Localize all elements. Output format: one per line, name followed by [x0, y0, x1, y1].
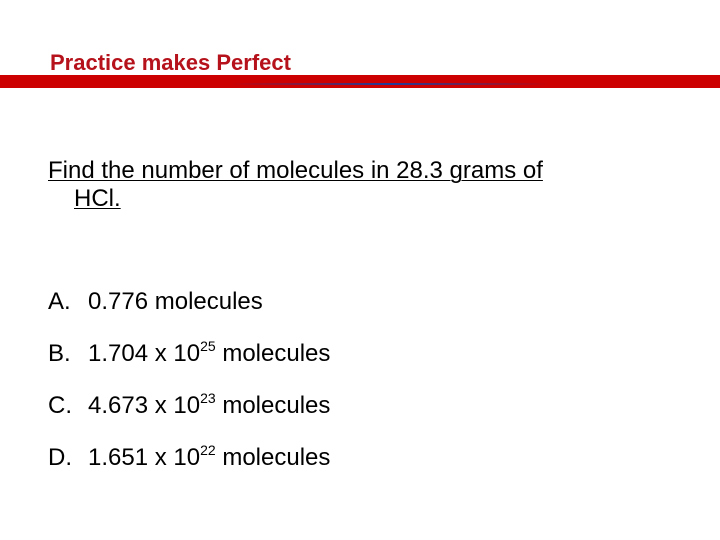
choice-text: 4.673 x 10	[88, 392, 201, 419]
choice-unit: molecules	[215, 340, 331, 367]
choice-unit: molecules	[215, 392, 331, 419]
choice-b	[48, 340, 330, 392]
divider-blue-line	[230, 83, 550, 85]
slide-title: Practice makes Perfect	[50, 50, 291, 75]
divider-red-bar	[0, 75, 720, 88]
title-divider	[0, 75, 720, 88]
choice-letter: D.	[48, 444, 72, 471]
question-text	[48, 157, 648, 213]
choice-text: 0.776 molecules	[88, 288, 263, 315]
choice-unit: molecules	[215, 444, 331, 471]
question-line-1: Find the number of molecules in 28.3 grams of	[48, 157, 543, 184]
choice-letter: B.	[48, 340, 71, 367]
choice-exponent: 25	[200, 338, 216, 354]
choice-exponent: 22	[200, 442, 216, 458]
question-line-2: HCl.	[74, 185, 121, 212]
choice-text: 1.704 x 10	[88, 340, 201, 367]
choice-d	[48, 444, 330, 496]
choice-letter: C.	[48, 392, 72, 419]
choice-a	[48, 288, 330, 340]
answer-choices	[48, 288, 330, 496]
choice-c	[48, 392, 330, 444]
choice-exponent: 23	[200, 390, 216, 406]
choice-letter: A.	[48, 288, 71, 315]
choice-text: 1.651 x 10	[88, 444, 201, 471]
